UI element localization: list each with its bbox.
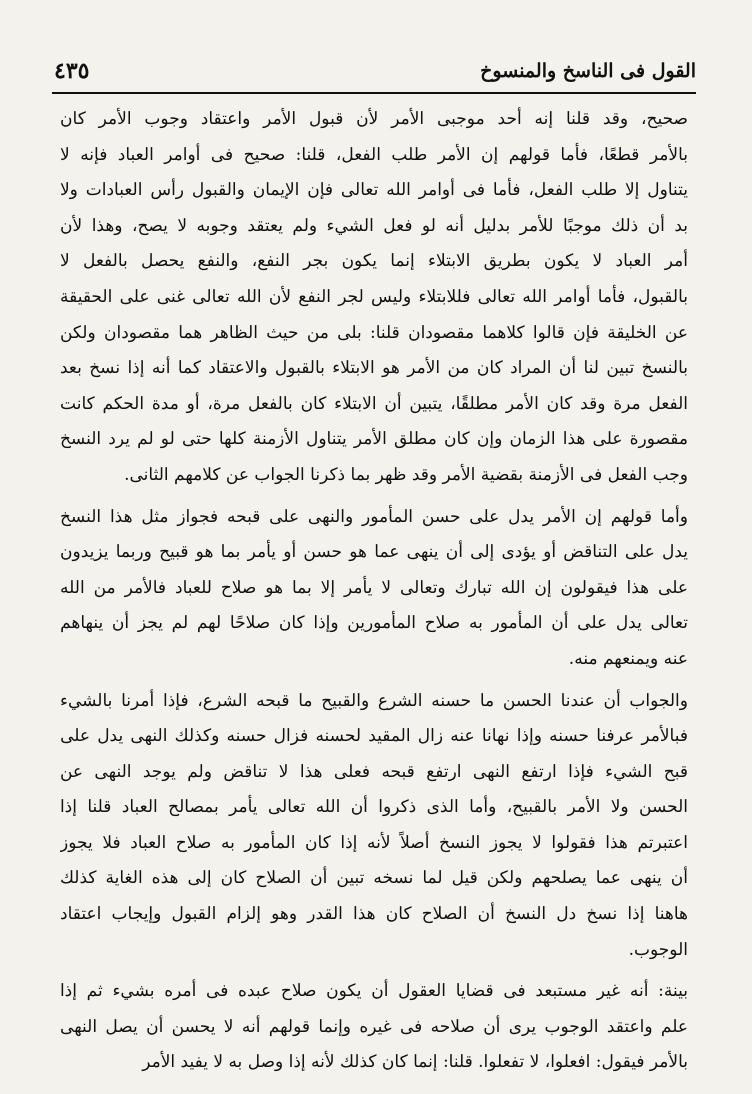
text-line: والجواب أن عندنا الحسن ما حسنه الشرع والقبيح ما قبحه الشرع، فإذا أمرنا بالشيء (60, 690, 688, 711)
text-line: الوجوب. (628, 939, 688, 960)
paragraph (60, 684, 688, 969)
text-line: وأما قولهم إن الأمر يدل على حسن المأمور والنهى على قبحه فجواز مثل هذا النسخ (60, 506, 688, 527)
text-line: تعالى يدل على أن المأمور به صلاح المأمورين وإذا كان صلاحًا لهم لم يجز أن ينهاهم (60, 613, 688, 634)
text-line: على هذا فيقولون إن الله تبارك وتعالى لا يأمر إلا بما هو صلاح للعباد فالأمر من الله (60, 577, 688, 598)
page-number: ٤٣٥ (54, 58, 90, 84)
text-line: مقصورة على هذا الزمان وإن كان مطلق الأمر يتناول الأزمنة كلها حتى لو لم يرد النسخ (60, 429, 688, 450)
body-text (60, 102, 688, 1081)
text-line: صحيح، وقد قلنا إنه أحد موجبى الأمر لأن قبول الأمر واعتقاد وجوب الأمر كان (60, 109, 688, 129)
paragraph (60, 974, 688, 1081)
text-line: يدل على التناقض أو يؤدى إلى أن ينهى عما هو حسن أو يأمر بما هو قبيح وربما يزيدون (60, 542, 688, 563)
text-line: فبالأمر عرفنا حسنه وإذا نهانا عنه زال المقيد لحسنه فزال حسنه وكذلك النهى يدل على (60, 726, 688, 747)
text-line: اعتبرتم هذا فقولوا لا يجوز النسخ أصلاً لأنه إذا كان المأمور به صلاح العباد فلا يجوز (60, 832, 688, 853)
paragraph (60, 500, 688, 678)
header-rule (52, 92, 696, 94)
text-line: قبح الشيء فإذا ارتفع النهى ارتفع قبحه فعلى هذا لا تناقض ولم يوجد النهى عن (60, 761, 688, 782)
text-line: هاهنا إذا نسخ دل النسخ أن الصلاح كان هذا القدر وهو إلزام القبول وإيجاب اعتقاد (60, 904, 688, 925)
text-line: بالأمر قطعًا، فأما قولهم إن الأمر طلب الفعل، قلنا: صحيح فى أوامر العباد فإنه لا (60, 144, 688, 165)
page-header (52, 56, 696, 96)
text-line: بد أن ذلك موجبًا للأمر بدليل أنه لو فعل الشيء ولم يعتقد وجوبه لا يصح، وهذا لأن (60, 215, 688, 236)
text-line: الحسن ولا الأمر بالقبيح، وأما الذى ذكروا أن الله تعالى يأمر بمصالح العباد قلنا إذا (60, 797, 688, 818)
text-line: يتناول إلا طلب الفعل، فأما فى أوامر الله تعالى فإن الإيمان والقبول رأس العبادات ولا (60, 180, 688, 201)
text-line: الفعل مرة وقد كان الأمر مطلقًا، يتبين أن الابتلاء كان بالفعل مرة، أو مدة الحكم كانت (60, 393, 688, 414)
text-line: بالأمر فيقول: افعلوا، لا تفعلوا. قلنا: إنما كان كذلك لأنه إذا وصل به لا يفيد الأمر (142, 1052, 688, 1073)
text-line: بينة: أنه غير مستبعد فى قضايا العقول أن يكون صلاح عبده فى أمره بشيء ثم إذا (60, 981, 688, 1002)
running-head: القول فى الناسخ والمنسوخ (480, 60, 696, 82)
text-line: أمر العباد لا يكون بطريق الابتلاء إنما يكون بجر النفع، والنفع يحصل بالفعل لا (60, 251, 688, 272)
paragraph (60, 102, 688, 494)
text-line: علم واعتقد الوجوب يرى أن صلاحه فى غيره وإنما قولهم أنه لا يحسن أن يصل النهى (60, 1016, 688, 1037)
text-line: بالقبول، فأما أوامر الله تعالى فللابتلاء وليس لجر النفع لأن الله تعالى غنى على الحقيقة (60, 286, 688, 307)
text-line: عنه ويمنعهم منه. (568, 648, 688, 669)
text-line: أن ينهى عما يصلحهم ولكن قيل لما نسخه تبين أن الصلاح كان إلى هذه الغاية كذلك (60, 868, 688, 889)
text-line: بالنسخ تبين لنا أن المراد كان من الأمر هو الابتلاء بالقبول والاعتقاد كما أنه إذا نسخ بعد (60, 358, 688, 379)
text-line: وجب الفعل فى الأزمنة بقضية الأمر وقد ظهر بما ذكرنا الجواب عن كلامهم الثانى. (124, 464, 688, 485)
text-line: عن الخليقة فإن قالوا كلاهما مقصودان قلنا: بلى من حيث الظاهر هما مقصودان ولكن (60, 322, 688, 343)
